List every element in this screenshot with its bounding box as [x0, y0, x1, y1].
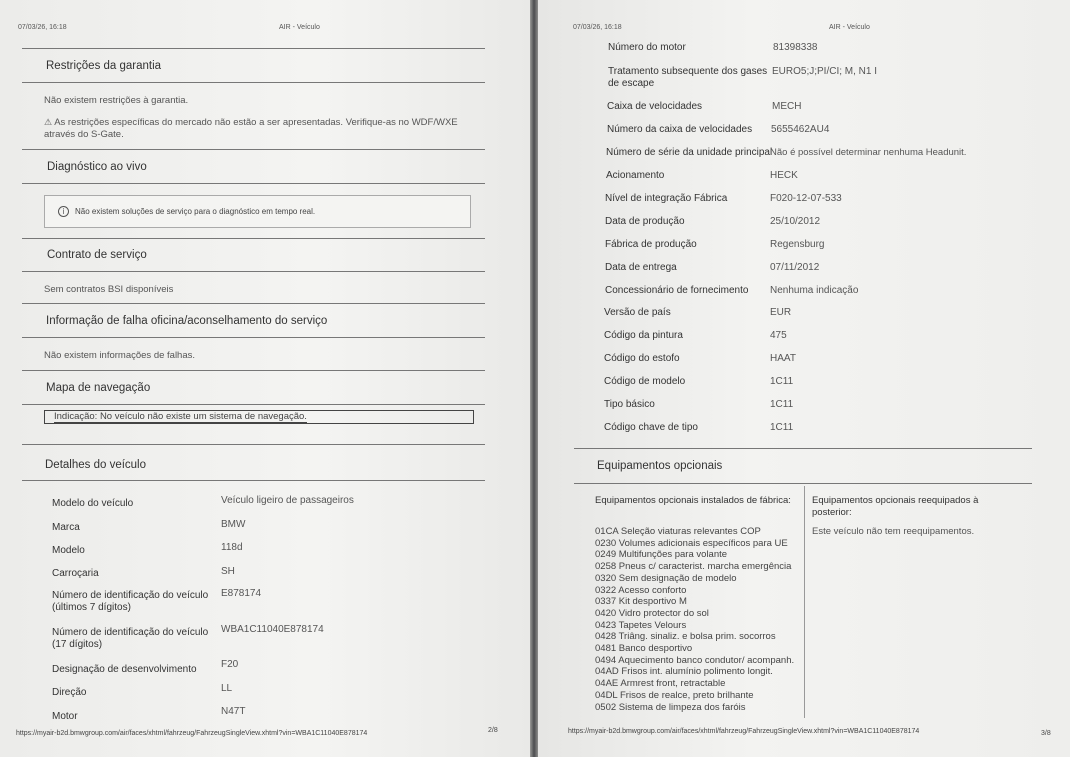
detail-label: Versão de país: [604, 307, 671, 318]
list-item: 0494 Aquecimento banco condutor/ acompanh.: [595, 654, 795, 666]
list-item: 0258 Pneus c/ caracterist. marcha emergência: [595, 561, 792, 573]
footer-url: https://myair-b2d.bmwgroup.com/air/faces/xhtml/fahrzeug/FahrzeugSingleView.xhtml?vin=WBA1C11040E878174: [568, 728, 920, 735]
detail-label: Caixa de velocidades: [607, 101, 703, 112]
list-item: 0428 Triâng. sinaliz. e bolsa prim. socorros: [595, 631, 776, 643]
detail-value: F020-12-07-533: [770, 193, 842, 204]
page-number: 3/8: [1041, 730, 1051, 737]
divider: [22, 183, 485, 184]
detail-label: Nível de integração Fábrica: [605, 193, 728, 204]
factory-equipment-list: [595, 526, 794, 713]
detail-label: Número da caixa de velocidades: [607, 124, 753, 135]
divider: [22, 337, 485, 338]
detail-value: WBA1C11040E878174: [221, 624, 324, 635]
detail-label: Data de produção: [605, 216, 685, 227]
divider: [22, 238, 485, 239]
warranty-warning-text: As restrições específicas do mercado não estão a ser apresentadas. Verifique-as no WDF/WXE através do S-Gate.: [44, 117, 458, 140]
detail-value: 5655462AU4: [771, 124, 830, 135]
list-item: 04AE Armrest front, retractable: [595, 678, 726, 690]
column-divider: [804, 486, 805, 718]
detail-value: LL: [221, 683, 233, 694]
detail-label: Número de identificação do veículo (17 dígitos): [52, 627, 209, 650]
detail-label: Código do estofo: [604, 353, 680, 364]
service-contract-title: Contrato de serviço: [47, 249, 147, 261]
detail-value: BMW: [221, 519, 246, 530]
detail-value: F20: [221, 659, 239, 670]
detail-value: HECK: [770, 170, 798, 181]
vehicle-details-title: Detalhes do veículo: [45, 459, 147, 471]
list-item: 0249 Multifunções para volante: [595, 549, 728, 561]
list-item: 01CA Seleção viaturas relevantes COP: [595, 526, 761, 537]
list-item: 0420 Vidro protector do sol: [595, 607, 709, 619]
detail-label: Tratamento subsequente dos gases de escape: [608, 66, 768, 89]
nav-map-notice: [44, 410, 474, 424]
detail-label: Modelo do veículo: [52, 498, 134, 509]
info-circle-icon: i: [58, 206, 69, 217]
detail-value: E878174: [221, 588, 262, 599]
divider: [22, 480, 485, 481]
detail-value: 81398338: [773, 42, 818, 53]
service-contract-text: Sem contratos BSI disponíveis: [44, 284, 174, 295]
left-page: [0, 0, 530, 757]
factory-equipment-header: Equipamentos opcionais instalados de fábrica:: [595, 495, 791, 506]
detail-value: MECH: [772, 101, 802, 112]
divider: [22, 149, 485, 150]
detail-value: 1C11: [770, 376, 794, 387]
list-item: 0320 Sem designação de modelo: [595, 572, 737, 584]
detail-label: Modelo: [52, 545, 85, 556]
list-item: 04DL Frisos de realce, preto brilhante: [595, 689, 754, 701]
divider: [22, 303, 485, 304]
detail-value: Veículo ligeiro de passageiros: [221, 495, 354, 506]
fault-info-title: Informação de falha oficina/aconselhamento do serviço: [46, 315, 328, 327]
detail-label: Carroçaria: [52, 568, 99, 579]
header-date: 07/03/26, 16:18: [573, 24, 622, 31]
detail-value: 475: [770, 330, 787, 341]
detail-label: Concessionário de fornecimento: [605, 285, 749, 296]
detail-label: Número do motor: [608, 42, 686, 53]
detail-value: Não é possível determinar nenhuma Headunit.: [770, 147, 967, 158]
detail-value: EURO5;J;PI/CI; M, N1 I: [772, 66, 878, 77]
divider: [22, 370, 485, 371]
nav-map-notice-text: Indicação: No veículo não existe um sistema de navegação.: [54, 411, 307, 422]
retrofit-text: Este veículo não tem reequipamentos.: [812, 526, 975, 537]
live-diag-message: Não existem soluções de serviço para o diagnóstico em tempo real.: [75, 207, 316, 216]
divider: [574, 448, 1032, 449]
detail-label: Designação de desenvolvimento: [52, 664, 197, 675]
divider: [22, 404, 485, 405]
header-date: 07/03/26, 16:18: [18, 24, 67, 31]
detail-label: Direção: [52, 687, 87, 698]
detail-label: Motor: [52, 711, 78, 722]
detail-value: HAAT: [770, 353, 796, 364]
divider: [22, 82, 485, 83]
detail-label: Marca: [52, 522, 80, 533]
list-item: 04AD Frisos int. alumínio polimento longit.: [595, 666, 773, 678]
warranty-warning: [44, 117, 474, 141]
detail-label: Acionamento: [606, 170, 665, 181]
detail-label: Número de série da unidade principal: [606, 147, 773, 158]
divider: [22, 48, 485, 49]
list-item: 0337 Kit desportivo M: [595, 596, 687, 608]
optional-equipment-title: Equipamentos opcionais: [597, 460, 723, 472]
list-item: 0230 Volumes adicionais específicos para UE: [595, 537, 788, 549]
retrofit-equipment-header: Equipamentos opcionais reequipados à posterior:: [812, 495, 979, 518]
list-item: 0481 Banco desportivo: [595, 643, 693, 655]
fault-info-text: Não existem informações de falhas.: [44, 350, 196, 361]
live-diag-info-box: [44, 195, 471, 228]
detail-label: Tipo básico: [604, 399, 655, 410]
detail-value: 25/10/2012: [770, 216, 821, 227]
divider: [22, 444, 485, 445]
detail-label: Código chave de tipo: [604, 422, 698, 433]
header-title: AIR - Veículo: [279, 24, 320, 31]
detail-label: Código de modelo: [604, 376, 686, 387]
detail-label: Código da pintura: [604, 330, 683, 341]
detail-value: Nenhuma indicação: [770, 285, 859, 296]
detail-value: EUR: [770, 307, 792, 318]
divider: [22, 271, 485, 272]
header-title: AIR - Veículo: [829, 24, 870, 31]
warning-triangle-icon: ⚠: [44, 118, 53, 128]
footer-url: https://myair-b2d.bmwgroup.com/air/faces/xhtml/fahrzeug/FahrzeugSingleView.xhtml?vin=WBA1C11040E878174: [16, 730, 368, 737]
page-number: 2/8: [488, 727, 498, 734]
detail-label: Fábrica de produção: [605, 239, 697, 250]
detail-value: 1C11: [770, 422, 794, 433]
detail-value: 118d: [221, 542, 243, 553]
warranty-text: Não existem restrições à garantia.: [44, 95, 189, 106]
list-item: 0322 Acesso conforto: [595, 584, 687, 596]
detail-label: Data de entrega: [605, 262, 677, 273]
detail-label: Número de identificação do veículo (últimos 7 dígitos): [52, 590, 209, 613]
warranty-title: Restrições da garantia: [46, 60, 162, 72]
divider: [574, 483, 1032, 484]
nav-map-title: Mapa de navegação: [46, 382, 151, 394]
list-item: 0423 Tapetes Velours: [595, 619, 687, 631]
book-gutter: [530, 0, 538, 757]
detail-value: Regensburg: [770, 239, 825, 250]
detail-value: SH: [221, 566, 235, 577]
detail-value: N47T: [221, 706, 246, 717]
detail-value: 1C11: [770, 399, 794, 410]
list-item: 0502 Sistema de limpeza dos faróis: [595, 701, 746, 713]
live-diag-title: Diagnóstico ao vivo: [47, 161, 147, 173]
detail-value: 07/11/2012: [770, 262, 820, 273]
